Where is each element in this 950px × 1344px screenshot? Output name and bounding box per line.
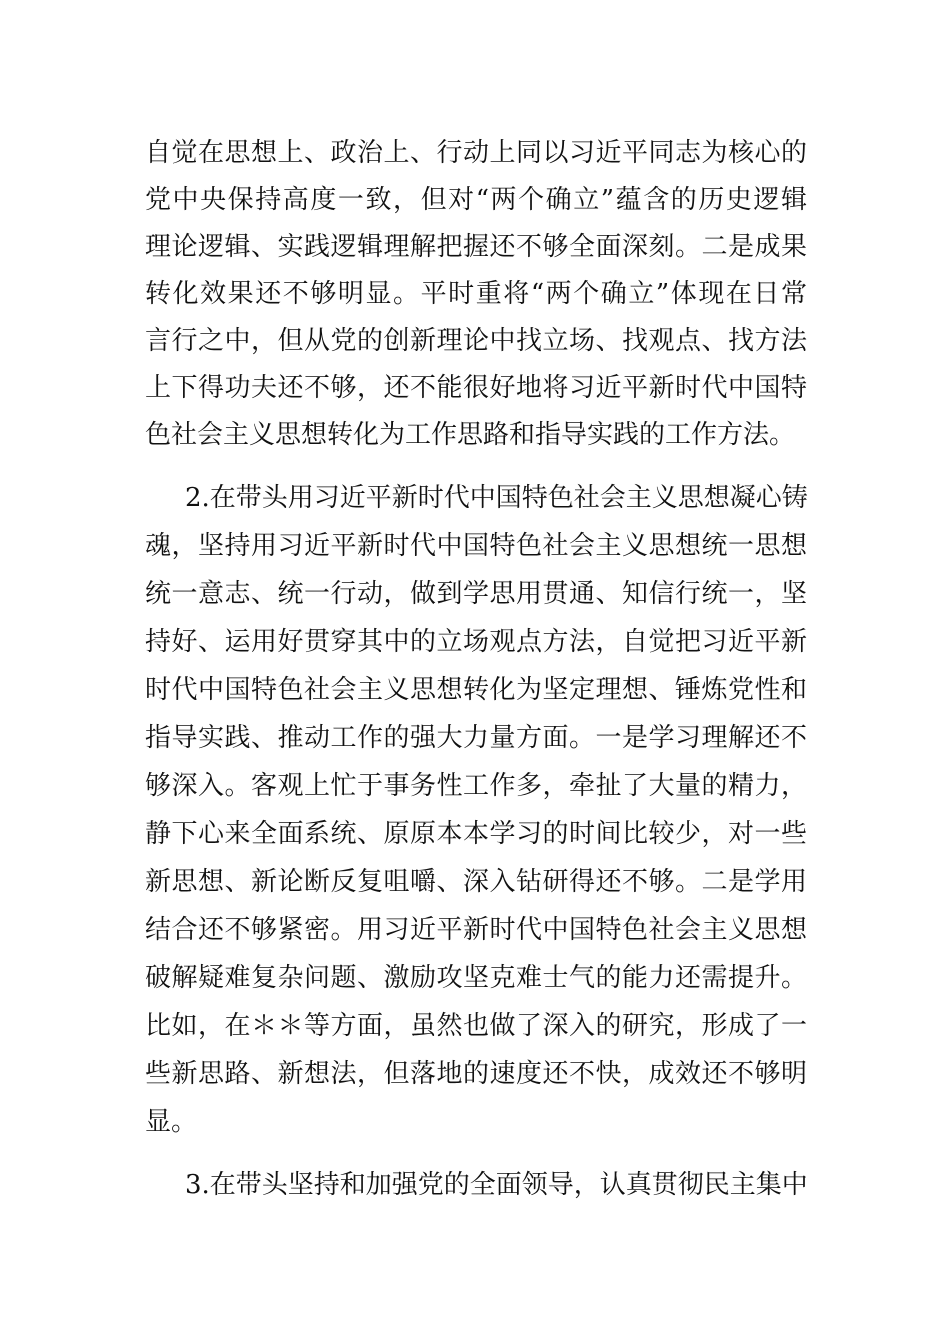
text-line-13: 指导实践、推动工作的强大力量方面。一是学习理解还不 — [145, 723, 807, 753]
text-line-7: 色社会主义思想转化为工作思路和指导实践的工作方法。 — [145, 420, 796, 450]
paragraph-2-first-line: 2.在带头用习近平新时代中国特色社会主义思想凝心铸 — [185, 483, 808, 513]
text-line-1: 自觉在思想上、政治上、行动上同以习近平同志为核心的 — [145, 138, 807, 168]
text-line-20: 些新思路、新想法，但落地的速度还不快，成效还不够明 — [145, 1059, 807, 1089]
text-line-18: 破解疑难复杂问题、激励攻坚克难士气的能力还需提升。 — [145, 963, 807, 993]
text-line-5: 言行之中，但从党的创新理论中找立场、找观点、找方法 — [145, 326, 807, 356]
text-line-16: 新思想、新论断反复咀嚼、深入钻研得还不够。二是学用 — [145, 867, 807, 897]
text-line-15: 静下心来全面系统、原原本本学习的时间比较少，对一些 — [145, 819, 807, 849]
text-line-10: 统一意志、统一行动，做到学思用贯通、知信行统一，坚 — [145, 579, 807, 609]
text-line-14: 够深入。客观上忙于事务性工作多，牵扯了大量的精力， — [145, 771, 807, 801]
paragraph-3-first-line: 3.在带头坚持和加强党的全面领导，认真贯彻民主集中 — [185, 1170, 808, 1200]
text-line-6: 上下得功夫还不够，还不能很好地将习近平新时代中国特 — [145, 373, 807, 403]
text-line-19: 比如，在＊＊等方面，虽然也做了深入的研究，形成了一 — [145, 1011, 807, 1041]
text-line-12: 时代中国特色社会主义思想转化为坚定理想、锤炼党性和 — [145, 675, 807, 705]
text-line-21: 显。 — [145, 1107, 198, 1137]
text-line-4: 转化效果还不够明显。平时重将“两个确立”体现在日常 — [145, 279, 807, 309]
text-line-11: 持好、运用好贯穿其中的立场观点方法，自觉把习近平新 — [145, 627, 807, 657]
text-line-2: 党中央保持高度一致，但对“两个确立”蕴含的历史逻辑 — [145, 185, 807, 215]
text-line-17: 结合还不够紧密。用习近平新时代中国特色社会主义思想 — [145, 915, 807, 945]
text-line-9: 魂，坚持用习近平新时代中国特色社会主义思想统一思想 — [145, 531, 807, 561]
text-line-3: 理论逻辑、实践逻辑理解把握还不够全面深刻。二是成果 — [145, 232, 807, 262]
